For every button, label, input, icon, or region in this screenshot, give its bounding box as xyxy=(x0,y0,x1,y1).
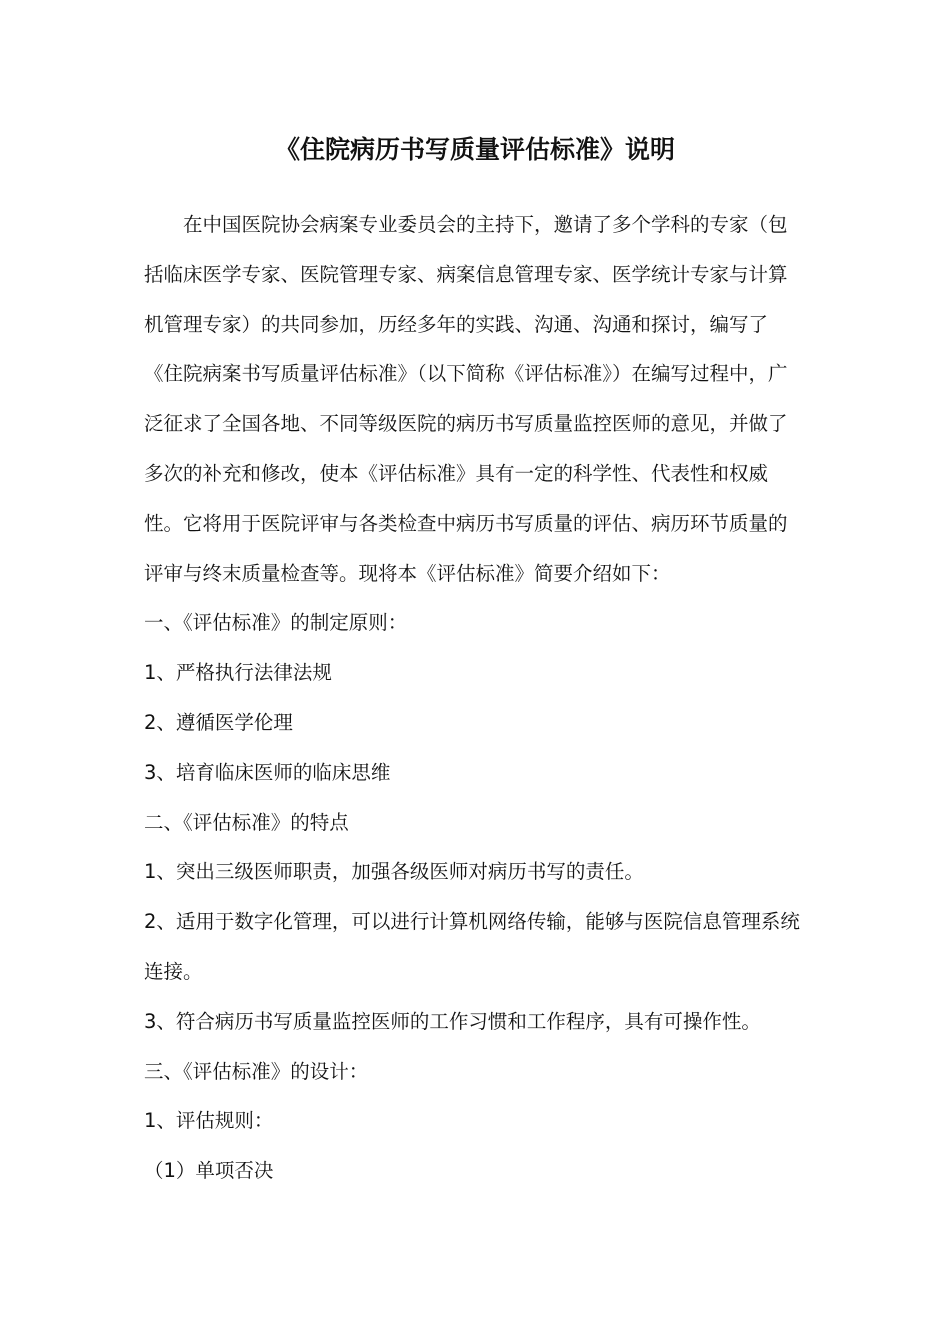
list-item: 1、严格执行法律法规 xyxy=(144,661,332,685)
list-item: 1、评估规则： xyxy=(144,1109,274,1133)
list-item: 2、适用于数字化管理，可以进行计算机网络传输，能够与医院信息管理系统连接。 xyxy=(144,910,800,983)
intro-paragraph: 在中国医院协会病案专业委员会的主持下，邀请了多个学科的专家（包括临床医学专家、医院管理专家、病案信息管理专家、医学统计专家与计算机管理专家）的共同参加，历经多年的实践、沟通、沟通和探讨，编写了《住院病案书写质量评估标准》（以下简称《评估标准》）在编写过程中，广泛征求了全国各地、不同等级医院的病历书写质量监控医师的意见，并做了多次的补充和修改，使本《评估标准》具有一定的科学性、代表性和权威性。它将用于医院评审与各类检查中病历书写质量的评估、病历环节质量的评审与终末质量检查等。现将本《评估标准》简要介绍如下： xyxy=(144,213,788,585)
document-title: 《住院病历书写质量评估标准》说明 xyxy=(274,135,675,164)
section-heading-features: 二、《评估标准》的特点 xyxy=(144,810,349,834)
list-item: 1、突出三级医师职责，加强各级医师对病历书写的责任。 xyxy=(144,860,644,884)
list-item: 2、遵循医学伦理 xyxy=(144,710,293,734)
section-heading-design: 三、《评估标准》的设计： xyxy=(144,1059,369,1083)
list-item: 3、符合病历书写质量监控医师的工作习惯和工作程序，具有可操作性。 xyxy=(144,1009,761,1033)
list-item: 3、培育临床医师的临床思维 xyxy=(144,760,391,784)
list-item: （1）单项否决 xyxy=(144,1159,274,1183)
document-body xyxy=(144,200,806,1196)
section-heading-principles: 一、《评估标准》的制定原则： xyxy=(144,611,408,635)
